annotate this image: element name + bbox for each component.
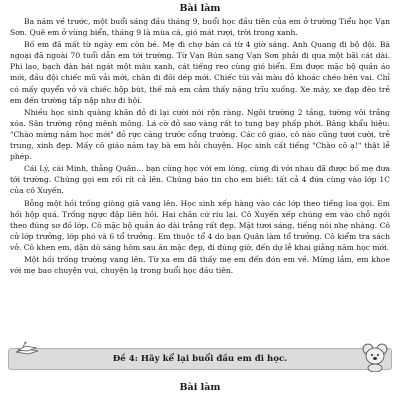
paragraph-6: Một hồi trống trường vang lên. Từ xa em đã thấy mẹ em đến đón em về. Mừng lắm, em khoe với mẹ bao chuyện vui, chuyện lạ trong buổi học đầu tiên. — [10, 254, 390, 276]
essay-title: Bài làm — [179, 3, 221, 14]
task-heading: Đề 4: Hãy kể lại buổi đầu em đi học. — [112, 354, 288, 364]
task-heading-box — [8, 348, 392, 370]
paragraph-1: Ba năm về trước, một buổi sáng đầu tháng 9, buổi học đầu tiên của em ở trường Tiểu học Vạn Sơn. Quê em ở vùng biển, tháng 9 là mùa cá, gió mát rượi, trời trong xanh. — [10, 17, 390, 38]
next-essay-title: Bài làm — [179, 382, 221, 393]
paragraph-3: Nhiều học sinh quàng khăn đỏ đi lại cười nói rộn ràng. Ngôi trường 2 tầng, tường vôi trắng xóa. Sân trường rộng mênh mông. Lá cờ đỏ sao vàng rất to tung bay phấp phới. Băng khẩu hiệu: "Chào mừng năm học mới" đỏ rực căng trước cổng trường. Các cô giáo, cô nào cũng tươi cười, trẻ trung, xinh đẹp. Mấy cô giáo năm tay bà em hỏi chuyện. Học sinh cất tiếng "Chào cô ạ!" thật lễ phép. — [10, 107, 390, 162]
book-icon — [14, 341, 40, 355]
koala-icon — [362, 342, 388, 372]
paragraph-2: Bố em đã mất từ ngày em còn bé. Mẹ đi chợ bán cá từ 4 giờ sáng. Anh Quang đi bộ đội. Bà ngoại đã ngoài 70 tuổi dẫn em tới trường. Từ Vạn Bún sang Vạn Sơn phải đi qua một bãi cát dài. Phi lao, bạch đàn bát ngát một màu xanh, cát tiếng reo cùng gió biển. Em được mặc bộ quần áo mới, đầu đội chiếc mũ vải mới, chân đi đôi dép mới. Chiếc túi vải màu đỏ khoác chéo bên vai. Chỉ có mấy quyển vở và chiếc hộp bút, thế mà em cảm thấy nặng trĩu xuống. Xe máy, xe đạp đèo trẻ em đến trường tấp nập như đi hội. — [10, 40, 390, 105]
essay-body — [0, 16, 400, 276]
paragraph-4: Cái Lý, cái Minh, thằng Quân... bạn cùng học với em lòng, cùng đi với nhau đã được bố mẹ đưa tới trường. Chúng gọi em rối rít cả lên. Chúng báo tin cho em biết: tất cả 4 đứa cùng vào lớp 1C của cô Xuyến. — [10, 164, 390, 196]
paragraph-5: Bỗng một hồi trống giòng giã vang lên. Học sinh xếp hàng vào các lớp theo tiếng loa gọi. Em hồi hộp quá. Trống ngực đập liên hồi. Hai chân cứ ríu lại. Cô Xuyến xếp chúng em vào chỗ ngồi theo đúng sơ đồ lớp. Cô mặc bộ quần áo dài trắng rất đẹp. Mặt tươi sáng, tiếng nói nhẹ nhàng. Cô cử lớp trưởng, lớp phó và 6 tổ trưởng. Em thuộc tổ 4 do bạn Quân làm tổ trưởng. Cô kiểm tra sách vở. Cô khen em, dặn dò sáng hôm sau ăn mặc đẹp, đi đúng giờ, đến dự lễ khai giảng năm học mới. — [10, 198, 390, 252]
